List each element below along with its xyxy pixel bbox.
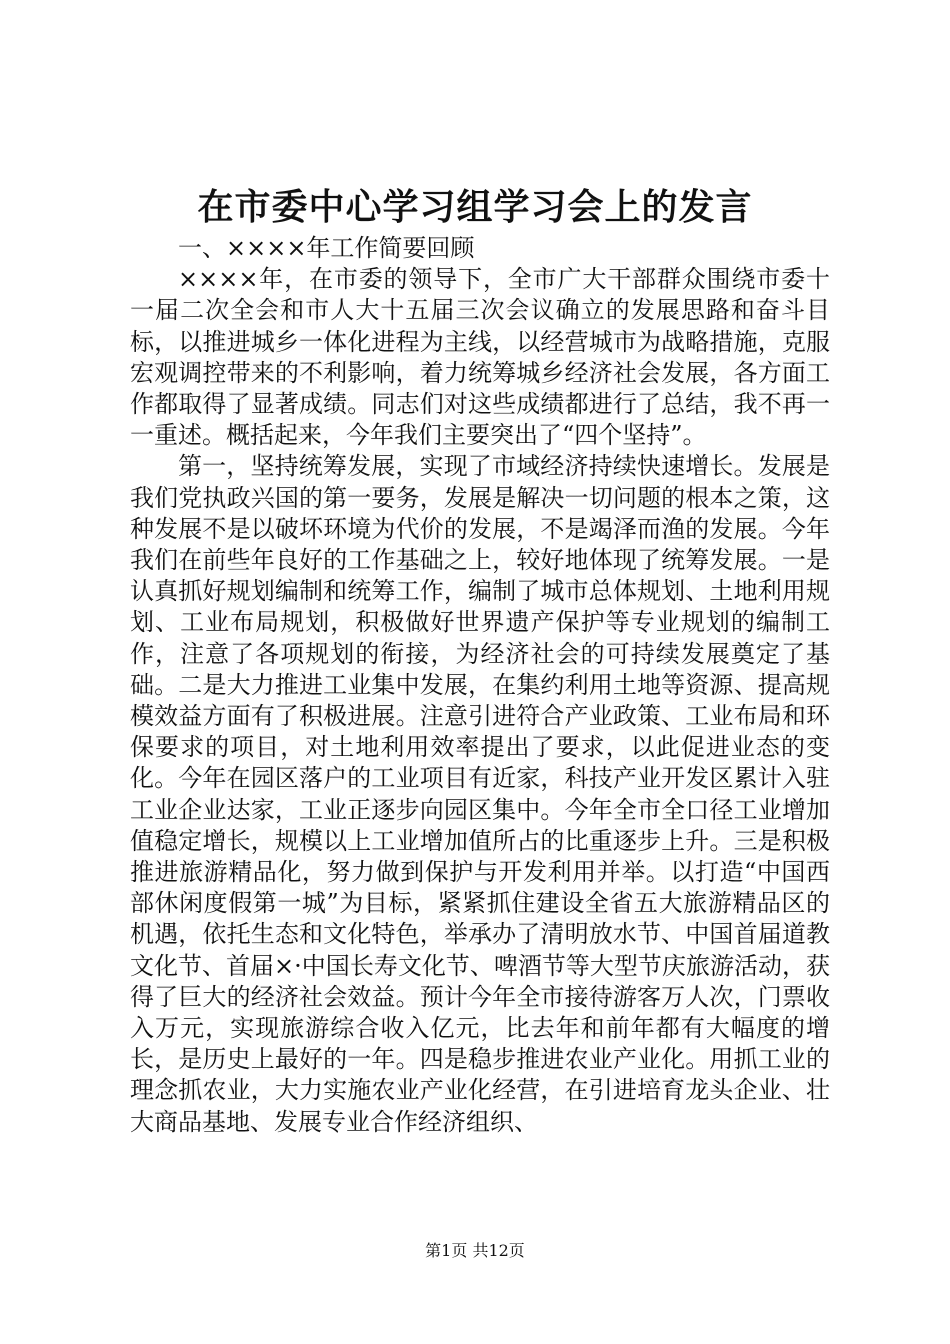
section-heading: 一、××××年工作简要回顾 <box>178 234 475 262</box>
document-body <box>130 233 830 1138</box>
paragraph-1: ××××年，在市委的领导下，全市广大干部群众围绕市委十一届二次全会和市人大十五届三次会议确立的发展思路和奋斗目标，以推进城乡一体化进程为主线，以经营城市为战略措施，克服宏观调控带来的不利影响，着力统筹城乡经济社会发展，各方面工作都取得了显著成绩。同志们对这些成绩都进行了总结，我不再一一重述。概括起来，今年我们主要突出了“四个坚持”。 <box>130 265 830 450</box>
document-title: 在市委中心学习组学习会上的发言 <box>197 187 753 228</box>
page-footer: 第1页 共12页 <box>425 1241 525 1260</box>
paragraph-2: 第一，坚持统筹发展，实现了市域经济持续快速增长。发展是我们党执政兴国的第一要务，发展是解决一切问题的根本之策，这种发展不是以破坏环境为代价的发展，不是竭泽而渔的发展。今年我们在前些年良好的工作基础之上，较好地体现了统筹发展。一是认真抓好规划编制和统筹工作，编制了城市总体规划、土地利用规划、工业布局规划，积极做好世界遗产保护等专业规划的编制工作，注意了各项规划的衔接，为经济社会的可持续发展奠定了基础。二是大力推进工业集中发展，在集约利用土地等资源、提高规模效益方面有了积极进展。注意引进符合产业政策、工业布局和环保要求的项目，对土地利用效率提出了要求，以此促进业态的变化。今年在园区落户的工业项目有近家，科技产业开发区累计入驻工业企业达家，工业正逐步向园区集中。今年全市全口径工业增加值稳定增长，规模以上工业增加值所占的比重逐步上升。三是积极推进旅游精品化，努力做到保护与开发利用并举。以打造“中国西部休闲度假第一城”为目标，紧紧抓住建设全省五大旅游精品区的机遇，依托生态和文化特色，举承办了清明放水节、中国首届道教文化节、首届×·中国长寿文化节、啤酒节等大型节庆旅游活动，获得了巨大的经济社会效益。预计今年全市接待游客万人次，门票收入万元，实现旅游综合收入亿元，比去年和前年都有大幅度的增长，是历史上最好的一年。四是稳步推进农业产业化。用抓工业的理念抓农业，大力实施农业产业化经营，在引进培育龙头企业、壮大商品基地、发展专业合作经济组织、 <box>130 452 830 1136</box>
